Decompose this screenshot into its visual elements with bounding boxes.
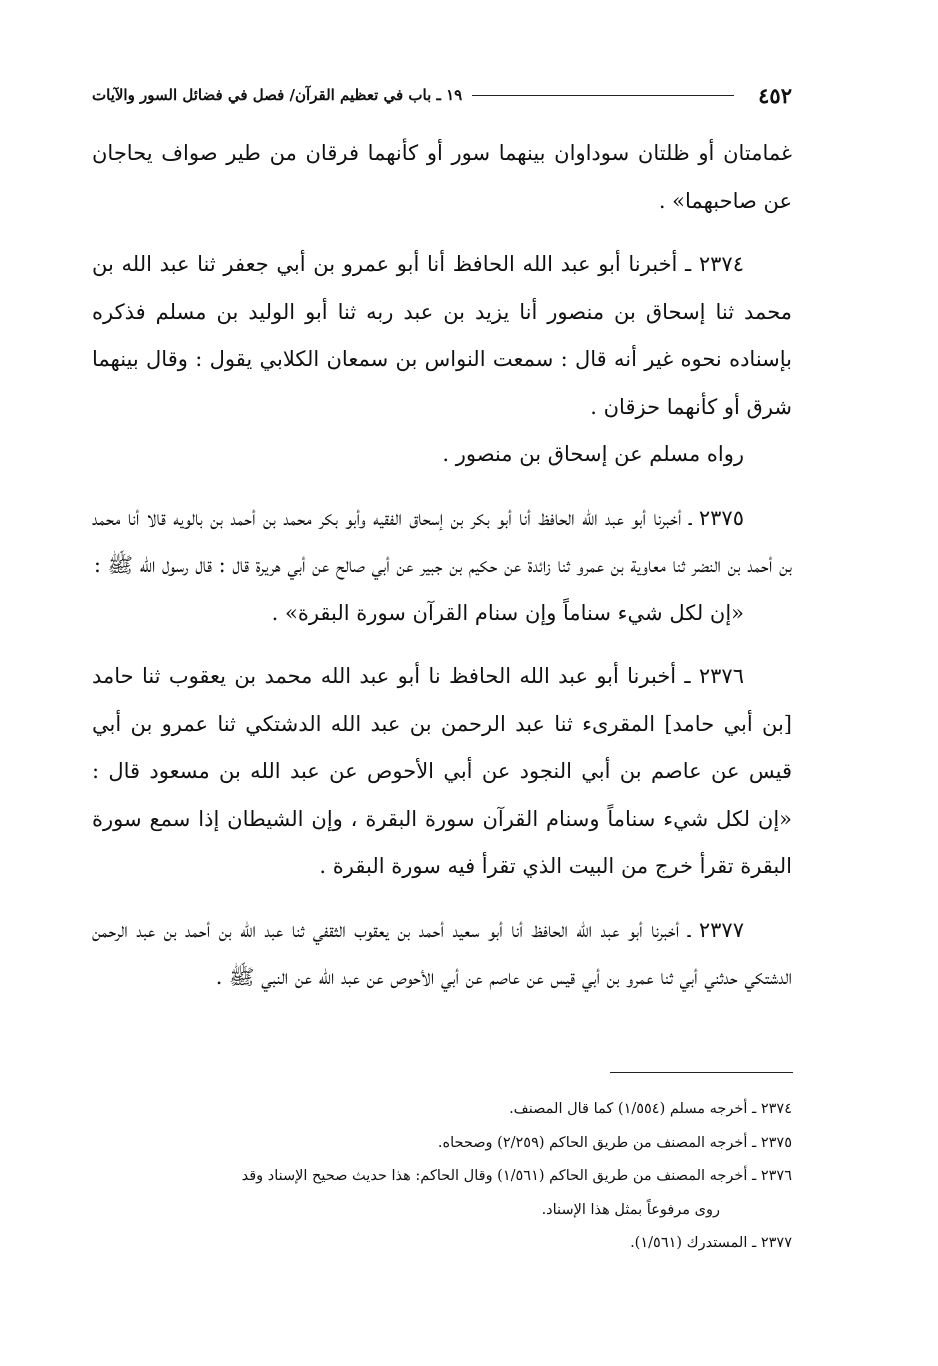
page-number: ٤٥٢: [758, 82, 792, 108]
running-title: ١٩ ـ باب في تعظيم القرآن/ فصل في فضائل السور والآيات: [92, 86, 463, 104]
hadith-quote: «إن لكل شيء سناماً وإن سنام القرآن سورة البقرة» .: [271, 600, 744, 625]
footnote-2377: ٢٣٧٧ ـ المستدرك (١/٥٦١).: [630, 1235, 792, 1251]
footnote-2376: ٢٣٧٦ ـ أخرجه المصنف من طريق الحاكم (١/٥٦١) وقال الحاكم: هذا حديث صحيح الإسناد وقد: [241, 1168, 792, 1184]
main-text: [92, 130, 792, 1002]
paragraph-continuation: غمامتان أو ظلتان سوداوان بينهما سور أو كأنهما فرقان من طير صواف يحاجان عن صاحبهما» .: [92, 141, 792, 213]
hadith-2374: ٢٣٧٤ ـ أخبرنا أبو عبد الله الحافظ أنا أبو عمرو بن أبي جعفر ثنا عبد الله بن محمد ثنا إسحاق بن منصور أنا يزيد بن عبد ربه ثنا أبو الوليد بن مسلم فذكره بإسناده نحوه غير أنه قال : سمعت النواس بن سمعان الكلابي يقول : وقال بينهما شرق أو كأنهما حزقان .: [92, 252, 792, 419]
footnote-2375: ٢٣٧٥ ـ أخرجه المصنف من طريق الحاكم (٢/٢٥٩) وصححاه.: [437, 1134, 792, 1151]
footnote-2376-continuation: روى مرفوعاً بمثل هذا الإسناد.: [541, 1201, 720, 1218]
header-rule: [472, 95, 734, 96]
hadith-2376: ٢٣٧٦ ـ أخبرنا أبو عبد الله الحافظ نا أبو عبد الله محمد بن يعقوب ثنا حامد [بن أبي حامد] المقرىء ثنا عبد الرحمن بن عبد الله الدشتكي ثنا عمرو بن أبي قيس عن عاصم بن أبي النجود عن أبي الأحوص عن عبد الله بن مسعود قال : «إن لكل شيء سناماً وسنام القرآن سورة البقرة ، وإن الشيطان إذا سمع سورة البقرة تقرأ خرج من البيت الذي تقرأ فيه سورة البقرة .: [92, 664, 792, 878]
footnote-rule: [610, 1072, 793, 1073]
hadith-2375: ٢٣٧٥ ـ أخبرنا أبو عبد الله الحافظ أنا أبو بكر بن إسحاق الفقيه وأبو بكر محمد بن أحمد بن بالويه قالا أنا محمد بن أحمد بن النضر ثنا معاوية بن عمرو ثنا زائدة عن حكيم بن جبير عن أبي صالح عن أبي هريرة قال : قال رسول الله ﷺ :: [92, 505, 792, 577]
page-header: [92, 80, 792, 110]
footnotes: [92, 1093, 792, 1261]
hadith-2377: ٢٣٧٧ ـ أخبرنا أبو عبد الله الحافظ أنا أبو سعيد أحمد بن يعقوب الثقفي ثنا عبد الله بن أحمد بن عبد الرحمن الدشتكي حدثني أبي ثنا عمرو بن أبي قيس عن عاصم عن أبي الأحوص عن عبد الله عن النبي ﷺ .: [92, 917, 792, 989]
narration-note: رواه مسلم عن إسحاق بن منصور .: [442, 442, 744, 466]
footnote-2374: ٢٣٧٤ ـ أخرجه مسلم (١/٥٥٤) كما قال المصنف.: [509, 1101, 792, 1117]
